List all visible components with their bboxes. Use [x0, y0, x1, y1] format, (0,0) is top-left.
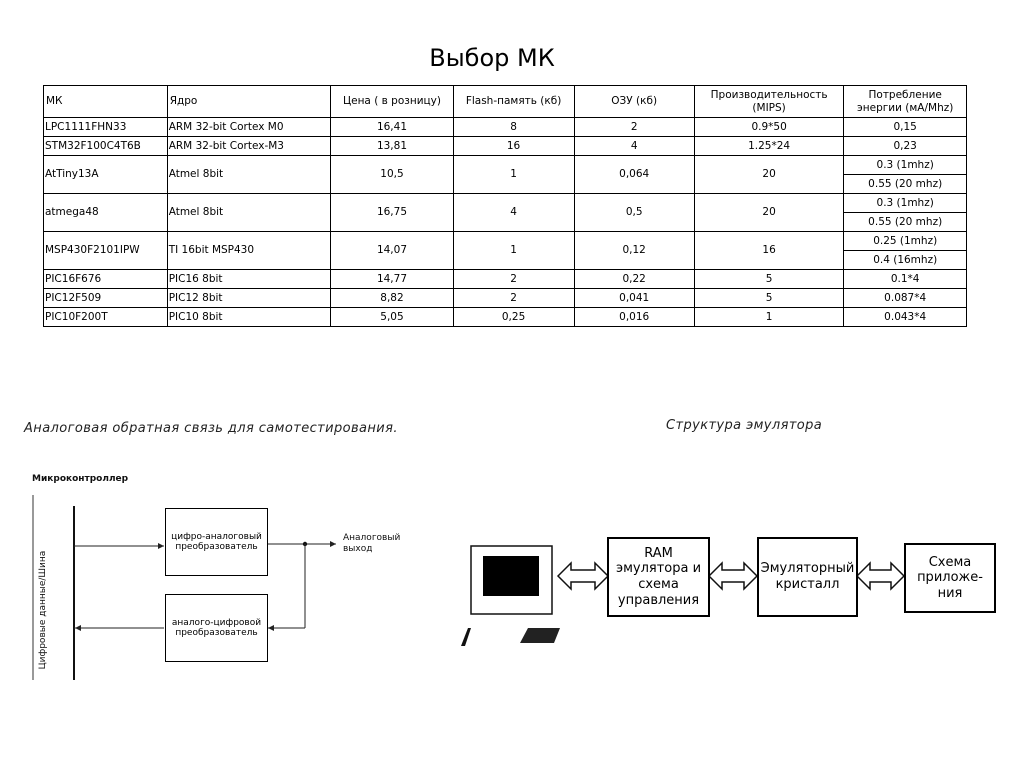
cell-ram: 2	[574, 118, 694, 137]
cell-price: 10,5	[331, 156, 453, 194]
cell-mk: PIC16F676	[44, 270, 168, 289]
cell-power: 0.55 (20 mhz)	[844, 213, 967, 232]
cell-performance: 1.25*24	[694, 137, 844, 156]
header-ram: ОЗУ (кб)	[574, 86, 694, 118]
cell-flash: 2	[453, 270, 574, 289]
cell-performance: 0.9*50	[694, 118, 844, 137]
cell-performance: 16	[694, 232, 844, 270]
cell-mk: STM32F100C4T6B	[44, 137, 168, 156]
cell-price: 5,05	[331, 308, 453, 327]
cell-performance: 20	[694, 156, 844, 194]
cell-price: 14,77	[331, 270, 453, 289]
cell-power: 0.3 (1mhz)	[844, 156, 967, 175]
cell-mk: MSP430F2101IPW	[44, 232, 168, 270]
cell-ram: 0,016	[574, 308, 694, 327]
slide-title: Выбор МК	[429, 44, 555, 72]
right-diagram-caption: Структура эмулятора	[666, 418, 823, 433]
analog-output-label: Аналоговый выход	[343, 533, 401, 555]
cell-flash: 16	[453, 137, 574, 156]
cell-ram: 4	[574, 137, 694, 156]
header-power: Потребление энергии (мА/Mhz)	[844, 86, 967, 118]
emulator-chip-box: Эмуляторный кристалл	[757, 537, 858, 617]
cell-mk: LPC1111FHN33	[44, 118, 168, 137]
cell-flash: 1	[453, 156, 574, 194]
cell-price: 8,82	[331, 289, 453, 308]
cell-ram: 0,12	[574, 232, 694, 270]
cell-power: 0.087*4	[844, 289, 967, 308]
cell-ram: 0,041	[574, 289, 694, 308]
cell-power: 0.043*4	[844, 308, 967, 327]
cell-mk: AtTiny13A	[44, 156, 168, 194]
cell-performance: 20	[694, 194, 844, 232]
cell-core: PIC10 8bit	[167, 308, 331, 327]
cell-mk: PIC12F509	[44, 289, 168, 308]
cell-mk: PIC10F200T	[44, 308, 168, 327]
left-diagram-caption: Аналоговая обратная связь для самотестирования.	[24, 421, 398, 436]
cell-core: Atmel 8bit	[167, 156, 331, 194]
cell-flash: 1	[453, 232, 574, 270]
cell-power: 0.55 (20 mhz)	[844, 175, 967, 194]
cell-performance: 5	[694, 289, 844, 308]
cell-flash: 4	[453, 194, 574, 232]
header-core: Ядро	[167, 86, 331, 118]
cell-ram: 0,22	[574, 270, 694, 289]
header-performance: Производительность (MIPS)	[694, 86, 844, 118]
cell-core: ARM 32-bit Cortex-M3	[167, 137, 331, 156]
cell-mk: atmega48	[44, 194, 168, 232]
cell-flash: 0,25	[453, 308, 574, 327]
header-flash: Flash-память (кб)	[453, 86, 574, 118]
cell-power: 0,15	[844, 118, 967, 137]
cell-power: 0.1*4	[844, 270, 967, 289]
cell-core: Atmel 8bit	[167, 194, 331, 232]
cell-core: PIC16 8bit	[167, 270, 331, 289]
dac-box: цифро-аналоговый преобразователь	[165, 508, 268, 576]
cell-performance: 1	[694, 308, 844, 327]
cell-power: 0,23	[844, 137, 967, 156]
cell-ram: 0,064	[574, 156, 694, 194]
cell-power: 0.25 (1mhz)	[844, 232, 967, 251]
cell-performance: 5	[694, 270, 844, 289]
cell-flash: 8	[453, 118, 574, 137]
adc-box: аналого-цифровой преобразователь	[165, 594, 268, 662]
cell-core: PIC12 8bit	[167, 289, 331, 308]
cell-flash: 2	[453, 289, 574, 308]
header-mk: МК	[44, 86, 168, 118]
cell-core: TI 16bit MSP430	[167, 232, 331, 270]
mcu-label: Микроконтроллер	[32, 474, 129, 484]
ram-control-box: RAM эмулятора и схема управления	[607, 537, 710, 617]
cell-price: 16,75	[331, 194, 453, 232]
bus-label: Цифровые данные/Шина	[38, 550, 48, 670]
header-price: Цена ( в розницу)	[331, 86, 453, 118]
cell-price: 16,41	[331, 118, 453, 137]
cell-core: ARM 32-bit Cortex M0	[167, 118, 331, 137]
cell-price: 14,07	[331, 232, 453, 270]
application-circuit-box: Схема приложе- ния	[904, 543, 996, 613]
cell-power: 0.4 (16mhz)	[844, 251, 967, 270]
cell-power: 0.3 (1mhz)	[844, 194, 967, 213]
cell-price: 13,81	[331, 137, 453, 156]
cell-ram: 0,5	[574, 194, 694, 232]
